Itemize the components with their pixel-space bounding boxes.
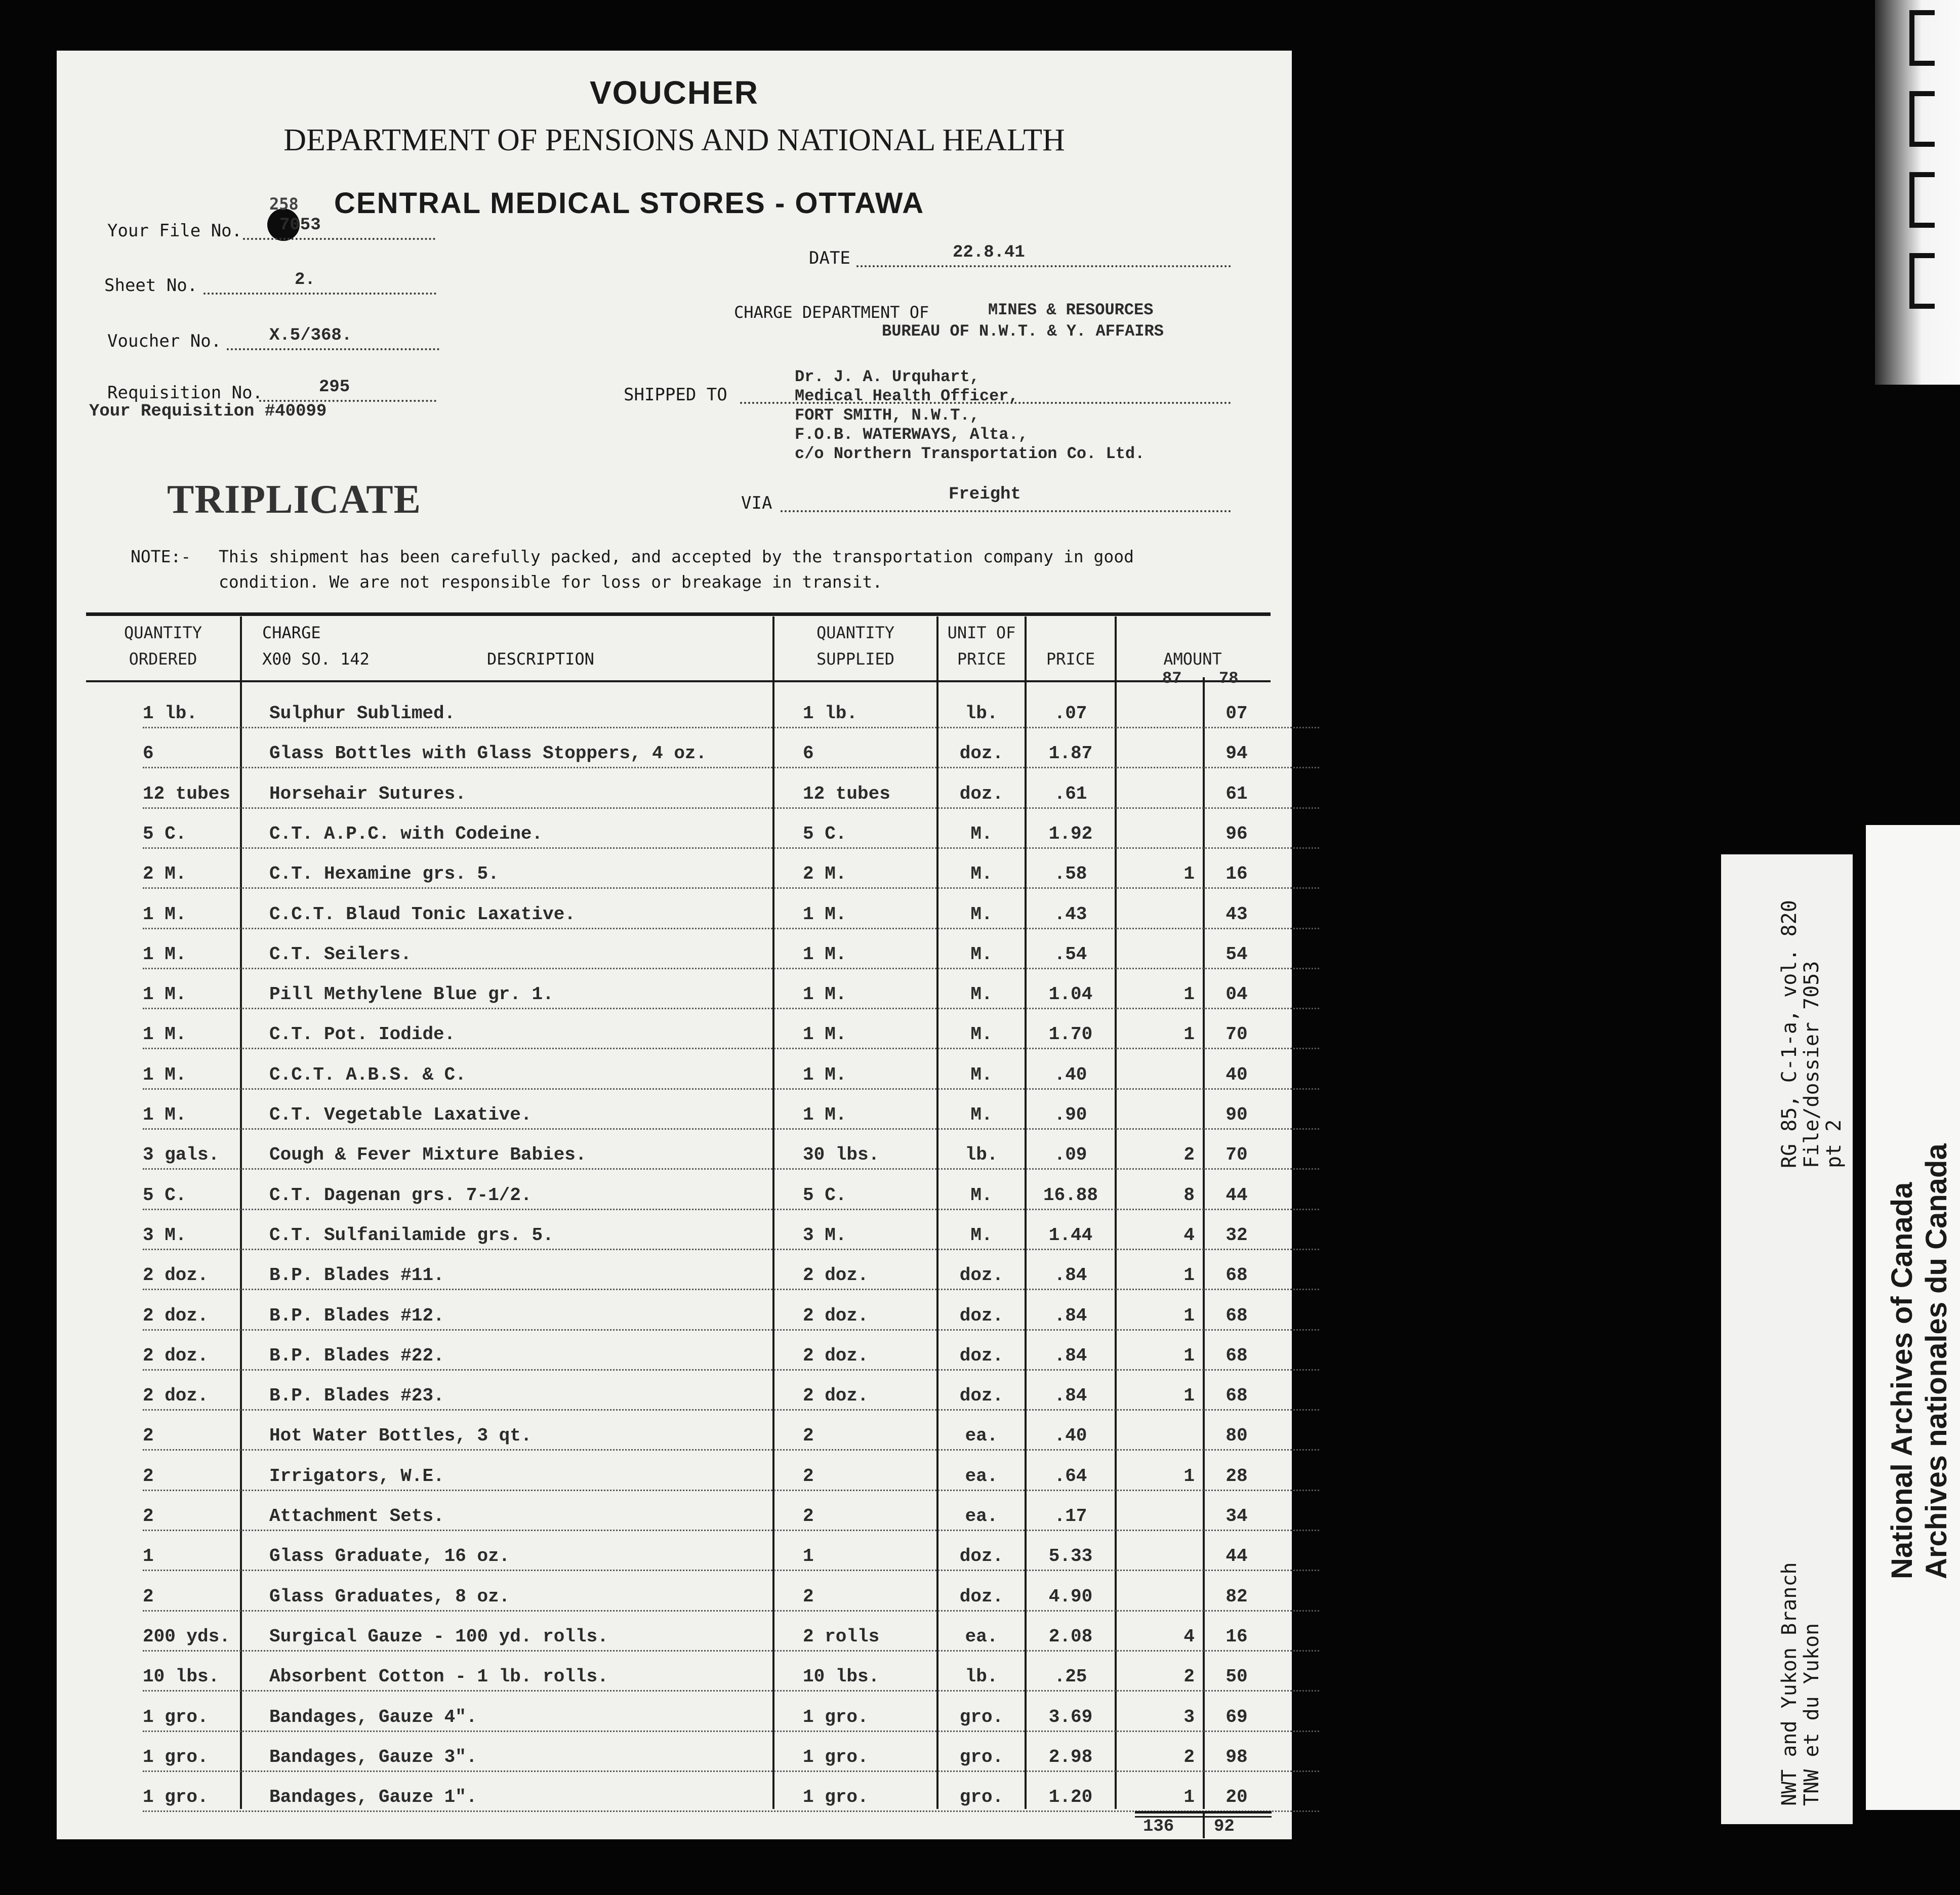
file-number-label: Your File No.	[107, 221, 242, 241]
cell-supplied: 2 doz.	[803, 1305, 869, 1326]
subtotal-cents: 78	[1219, 669, 1239, 688]
cell-ordered: 2	[143, 1586, 154, 1607]
cell-ordered: 200 yds.	[143, 1626, 230, 1647]
cell-dollars: 2	[1183, 1144, 1195, 1165]
cell-ordered: 12 tubes	[143, 784, 230, 804]
header-qty-supplied-line1: QUANTITY	[816, 623, 895, 642]
requisition-number-value: 295	[319, 378, 350, 397]
cell-description: Glass Graduate, 16 oz.	[269, 1546, 510, 1567]
cell-unit: doz.	[959, 1385, 1004, 1406]
total-divider	[1203, 1811, 1205, 1838]
cell-supplied: 2	[803, 1586, 814, 1607]
cell-unit: doz.	[959, 1265, 1004, 1286]
cell-supplied: 1 lb.	[803, 703, 858, 724]
cell-description: C.T. Hexamine grs. 5.	[269, 863, 499, 884]
cell-description: Surgical Gauze - 100 yd. rolls.	[269, 1626, 608, 1647]
cell-ordered: 3 gals.	[143, 1144, 220, 1165]
cell-cents: 70	[1226, 1144, 1248, 1165]
note-line-2: condition. We are not responsible for loss or breakage in transit.	[219, 572, 883, 592]
cell-description: Irrigators, W.E.	[269, 1466, 444, 1487]
cell-unit: gro.	[959, 1707, 1004, 1727]
cell-ordered: 1 gro.	[143, 1787, 209, 1807]
cell-ordered: 2	[143, 1466, 154, 1487]
row-dotted-rule	[143, 1530, 1319, 1531]
cell-description: Glass Graduates, 8 oz.	[269, 1586, 510, 1607]
cell-price: .25	[1054, 1666, 1087, 1687]
charge-department-label: CHARGE DEPARTMENT OF	[734, 303, 929, 322]
cell-unit: ea.	[965, 1466, 998, 1487]
archive-reference-card	[1721, 854, 1853, 1824]
row-dotted-rule	[143, 1209, 1319, 1210]
cell-ordered: 5 C.	[143, 823, 187, 844]
note-line-1: This shipment has been carefully packed, and accepted by the transportation company in good	[219, 547, 1134, 566]
cell-cents: 61	[1226, 784, 1248, 804]
cell-price: 2.08	[1048, 1626, 1093, 1647]
cell-supplied: 2	[803, 1466, 814, 1487]
cell-unit: lb.	[965, 1144, 998, 1165]
voucher-number-value: X.5/368.	[269, 326, 352, 345]
cell-dollars: 1	[1183, 1385, 1195, 1406]
voucher-number-line	[227, 348, 439, 350]
header-unit-line1: UNIT OF	[947, 623, 1016, 642]
cell-supplied: 1 gro.	[803, 1747, 869, 1767]
cell-unit: doz.	[959, 784, 1004, 804]
charge-department-line1: MINES & RESOURCES	[988, 301, 1154, 319]
voucher-sheet	[57, 51, 1292, 1839]
triplicate-stamp: TRIPLICATE	[167, 477, 421, 522]
header-price: PRICE	[1046, 649, 1095, 669]
cell-supplied: 1 M.	[803, 944, 847, 965]
cell-cents: 68	[1226, 1305, 1248, 1326]
sheet-number-label: Sheet No.	[104, 275, 198, 296]
row-dotted-rule	[143, 1128, 1319, 1130]
cell-dollars: 2	[1183, 1747, 1195, 1767]
cell-ordered: 2 doz.	[143, 1345, 209, 1366]
cell-unit: ea.	[965, 1626, 998, 1647]
voucher-title: VOUCHER	[589, 74, 759, 111]
cell-description: Glass Bottles with Glass Stoppers, 4 oz.	[269, 743, 707, 764]
cell-price: 1.70	[1048, 1024, 1093, 1045]
row-dotted-rule	[143, 1570, 1319, 1571]
cell-price: .40	[1054, 1425, 1087, 1446]
cell-description: B.P. Blades #12.	[269, 1305, 444, 1326]
cell-ordered: 2	[143, 1506, 154, 1527]
cell-description: C.T. Sulfanilamide grs. 5.	[269, 1225, 554, 1246]
cell-description: Cough & Fever Mixture Babies.	[269, 1144, 587, 1165]
cell-supplied: 2 doz.	[803, 1385, 869, 1406]
cell-description: Bandages, Gauze 4".	[269, 1707, 477, 1727]
table-header-rule	[86, 680, 1271, 682]
row-dotted-rule	[143, 767, 1319, 768]
film-mark	[1909, 10, 1935, 66]
cell-price: 1.20	[1048, 1787, 1093, 1807]
cell-unit: M.	[970, 1104, 993, 1125]
cell-description: Absorbent Cotton - 1 lb. rolls.	[269, 1666, 608, 1687]
cell-unit: M.	[970, 904, 993, 925]
cell-ordered: 1 gro.	[143, 1707, 209, 1727]
cell-ordered: 1 lb.	[143, 703, 198, 724]
cell-price: 4.90	[1048, 1586, 1093, 1607]
total-dollars: 136	[1143, 1817, 1174, 1836]
cell-unit: gro.	[959, 1747, 1004, 1767]
cell-ordered: 1 M.	[143, 1024, 187, 1045]
header-description: DESCRIPTION	[487, 649, 594, 669]
cell-price: .90	[1054, 1104, 1087, 1125]
cell-supplied: 2	[803, 1425, 814, 1446]
header-qty-supplied-line2: SUPPLIED	[816, 649, 895, 669]
cell-description: Hot Water Bottles, 3 qt.	[269, 1425, 532, 1446]
row-dotted-rule	[143, 887, 1319, 889]
cell-supplied: 2 doz.	[803, 1345, 869, 1366]
cell-supplied: 12 tubes	[803, 784, 890, 804]
row-dotted-rule	[143, 1329, 1319, 1331]
cell-description: C.T. A.P.C. with Codeine.	[269, 823, 543, 844]
cell-cents: 32	[1226, 1225, 1248, 1246]
cell-dollars: 1	[1183, 1787, 1195, 1807]
row-dotted-rule	[143, 1690, 1319, 1692]
cell-dollars: 1	[1183, 1265, 1195, 1286]
your-requisition: Your Requisition #40099	[89, 402, 327, 421]
cell-supplied: 2 doz.	[803, 1265, 869, 1286]
cell-price: 16.88	[1043, 1185, 1098, 1206]
date-label: DATE	[809, 248, 850, 268]
via-line	[781, 510, 1231, 512]
cell-ordered: 1 M.	[143, 1064, 187, 1085]
cell-cents: 04	[1226, 984, 1248, 1005]
cell-supplied: 1 M.	[803, 1104, 847, 1125]
cell-cents: 20	[1226, 1787, 1248, 1807]
cell-supplied: 6	[803, 743, 814, 764]
archive-branch-line1: NWT and Yukon Branch	[1778, 1562, 1801, 1806]
cell-supplied: 1 M.	[803, 1064, 847, 1085]
row-dotted-rule	[143, 1610, 1319, 1612]
cell-supplied: 5 C.	[803, 823, 847, 844]
cell-price: .84	[1054, 1305, 1087, 1326]
archives-label-card	[1866, 825, 1960, 1810]
cell-ordered: 1 gro.	[143, 1747, 209, 1767]
cell-cents: 68	[1226, 1385, 1248, 1406]
cell-unit: M.	[970, 984, 993, 1005]
cell-ordered: 5 C.	[143, 1185, 187, 1206]
cell-supplied: 1 gro.	[803, 1707, 869, 1727]
row-dotted-rule	[143, 1008, 1319, 1009]
shipped-to-line-5: c/o Northern Transportation Co. Ltd.	[795, 444, 1145, 463]
cell-unit: M.	[970, 1064, 993, 1085]
cell-ordered: 1 M.	[143, 904, 187, 925]
cell-cents: 44	[1226, 1185, 1248, 1206]
cell-description: C.T. Pot. Iodide.	[269, 1024, 456, 1045]
archives-name-fr: Archives nationales du Canada	[1920, 1143, 1953, 1579]
cell-price: .84	[1054, 1385, 1087, 1406]
cell-description: Bandages, Gauze 3".	[269, 1747, 477, 1767]
header-unit-of-price	[938, 620, 1025, 672]
row-dotted-rule	[143, 1731, 1319, 1732]
cell-cents: 34	[1226, 1506, 1248, 1527]
cell-ordered: 10 lbs.	[143, 1666, 220, 1687]
row-dotted-rule	[143, 1650, 1319, 1652]
cell-unit: doz.	[959, 1345, 1004, 1366]
cell-cents: 82	[1226, 1586, 1248, 1607]
cell-cents: 68	[1226, 1345, 1248, 1366]
row-dotted-rule	[143, 1409, 1319, 1411]
cell-ordered: 2 doz.	[143, 1305, 209, 1326]
cell-price: 1.92	[1048, 823, 1093, 844]
cell-cents: 54	[1226, 944, 1248, 965]
cell-ordered: 2 M.	[143, 863, 187, 884]
shipped-to-line-2: Medical Health Officer,	[795, 387, 1018, 405]
file-number-line	[243, 238, 435, 240]
cell-unit: gro.	[959, 1787, 1004, 1807]
header-qty-supplied	[774, 620, 936, 672]
cell-supplied: 1 M.	[803, 904, 847, 925]
cell-unit: lb.	[965, 1666, 998, 1687]
row-dotted-rule	[143, 807, 1319, 809]
shipped-to-line-1: Dr. J. A. Urquhart,	[795, 367, 979, 386]
cell-ordered: 1 M.	[143, 984, 187, 1005]
cell-supplied: 2 M.	[803, 863, 847, 884]
cell-cents: 50	[1226, 1666, 1248, 1687]
cell-description: Sulphur Sublimed.	[269, 703, 456, 724]
department-heading: DEPARTMENT OF PENSIONS AND NATIONAL HEALTH	[283, 123, 1065, 157]
cell-description: B.P. Blades #22.	[269, 1345, 444, 1366]
cell-description: Pill Methylene Blue gr. 1.	[269, 984, 554, 1005]
cell-price: .58	[1054, 863, 1087, 884]
row-dotted-rule	[143, 1289, 1319, 1290]
cell-cents: 68	[1226, 1265, 1248, 1286]
cell-supplied: 3 M.	[803, 1225, 847, 1246]
cell-supplied: 5 C.	[803, 1185, 847, 1206]
cell-ordered: 6	[143, 743, 154, 764]
cell-cents: 70	[1226, 1024, 1248, 1045]
row-dotted-rule	[143, 1490, 1319, 1491]
cell-cents: 16	[1226, 1626, 1248, 1647]
cell-unit: lb.	[965, 703, 998, 724]
cell-price: .84	[1054, 1265, 1087, 1286]
cell-price: 5.33	[1048, 1546, 1093, 1567]
cell-unit: M.	[970, 1024, 993, 1045]
cell-ordered: 2	[143, 1425, 154, 1446]
cell-price: 1.04	[1048, 984, 1093, 1005]
cell-price: 1.87	[1048, 743, 1093, 764]
cell-ordered: 1 M.	[143, 1104, 187, 1125]
film-mark	[1909, 253, 1935, 309]
charge-department-line2: BUREAU OF N.W.T. & Y. AFFAIRS	[882, 322, 1164, 341]
cell-unit: M.	[970, 1225, 993, 1246]
note-label: NOTE:-	[131, 547, 191, 566]
cell-description: C.T. Vegetable Laxative.	[269, 1104, 532, 1125]
cell-supplied: 1	[803, 1546, 814, 1567]
cell-description: B.P. Blades #11.	[269, 1265, 444, 1286]
row-dotted-rule	[143, 1088, 1319, 1090]
cell-price: .64	[1054, 1466, 1087, 1487]
cell-price: .54	[1054, 944, 1087, 965]
cell-cents: 94	[1226, 743, 1248, 764]
cell-price: .84	[1054, 1345, 1087, 1366]
stores-number: 258	[269, 194, 299, 214]
voucher-number-label: Voucher No.	[107, 331, 222, 351]
via-label: VIA	[741, 493, 772, 513]
cell-cents: 28	[1226, 1466, 1248, 1487]
cell-ordered: 2 doz.	[143, 1385, 209, 1406]
cell-cents: 96	[1226, 823, 1248, 844]
cell-unit: doz.	[959, 743, 1004, 764]
cell-cents: 80	[1226, 1425, 1248, 1446]
archive-reference-line1: RG 85, C-1-a, vol. 820	[1778, 900, 1801, 1168]
cell-price: 3.69	[1048, 1707, 1093, 1727]
archive-reference-line2: File/dossier 7053	[1800, 961, 1823, 1168]
cell-description: C.T. Seilers.	[269, 944, 412, 965]
row-dotted-rule	[143, 727, 1319, 728]
cell-cents: 43	[1226, 904, 1248, 925]
cell-ordered: 3 M.	[143, 1225, 187, 1246]
cell-cents: 44	[1226, 1546, 1248, 1567]
cell-unit: M.	[970, 863, 993, 884]
cell-price: .09	[1054, 1144, 1087, 1165]
cell-dollars: 1	[1183, 1466, 1195, 1487]
row-dotted-rule	[143, 1048, 1319, 1049]
header-qty-ordered-line2: ORDERED	[129, 649, 197, 669]
row-dotted-rule	[143, 1249, 1319, 1250]
cell-dollars: 1	[1183, 863, 1195, 884]
cell-dollars: 4	[1183, 1225, 1195, 1246]
via-value: Freight	[949, 485, 1021, 504]
cell-price: 1.44	[1048, 1225, 1093, 1246]
cell-dollars: 1	[1183, 1024, 1195, 1045]
cell-ordered: 1	[143, 1546, 154, 1567]
cell-unit: ea.	[965, 1425, 998, 1446]
archives-name-en: National Archives of Canada	[1886, 1182, 1918, 1579]
cell-cents: 69	[1226, 1707, 1248, 1727]
cell-unit: M.	[970, 944, 993, 965]
cell-cents: 40	[1226, 1064, 1248, 1085]
film-mark	[1909, 91, 1935, 147]
archive-branch-line2: TNW et du Yukon	[1800, 1623, 1823, 1806]
row-dotted-rule	[143, 1770, 1319, 1772]
cell-cents: 98	[1226, 1747, 1248, 1767]
cell-supplied: 10 lbs.	[803, 1666, 880, 1687]
shipped-to-line-4: F.O.B. WATERWAYS, Alta.,	[795, 425, 1028, 444]
cell-description: B.P. Blades #23.	[269, 1385, 444, 1406]
cell-unit: doz.	[959, 1305, 1004, 1326]
header-qty-ordered	[86, 620, 240, 672]
cell-price: .17	[1054, 1506, 1087, 1527]
cell-supplied: 1 M.	[803, 1024, 847, 1045]
shipped-to-line-3: FORT SMITH, N.W.T.,	[795, 406, 979, 425]
total-cents: 92	[1214, 1817, 1235, 1836]
date-line	[856, 265, 1231, 267]
header-amount: AMOUNT	[1163, 649, 1222, 669]
film-edge	[1875, 0, 1960, 385]
cell-price: 2.98	[1048, 1747, 1093, 1767]
cell-supplied: 2	[803, 1506, 814, 1527]
sheet-number-value: 2.	[295, 270, 315, 290]
cell-description: Horsehair Sutures.	[269, 784, 466, 804]
archive-reference-line3: pt 2	[1822, 1119, 1846, 1168]
cell-unit: ea.	[965, 1506, 998, 1527]
cell-description: C.T. Dagenan grs. 7-1/2.	[269, 1185, 532, 1206]
film-mark	[1909, 172, 1935, 228]
cell-dollars: 1	[1183, 1305, 1195, 1326]
row-dotted-rule	[143, 928, 1319, 929]
table-col-divider	[772, 616, 774, 1809]
row-dotted-rule	[143, 1168, 1319, 1170]
header-charge-code: X00 SO. 142	[262, 649, 370, 669]
cell-unit: doz.	[959, 1586, 1004, 1607]
cell-dollars: 2	[1183, 1666, 1195, 1687]
shipped-to-label: SHIPPED TO	[624, 385, 727, 405]
cell-dollars: 1	[1183, 1345, 1195, 1366]
cell-cents: 07	[1226, 703, 1248, 724]
file-number-value: 7053	[279, 216, 321, 235]
cell-ordered: 1 M.	[143, 944, 187, 965]
cell-description: C.C.T. Blaud Tonic Laxative.	[269, 904, 576, 925]
row-dotted-rule	[143, 1369, 1319, 1371]
cell-price: .07	[1054, 703, 1087, 724]
row-dotted-rule	[143, 968, 1319, 969]
header-qty-ordered-line1: QUANTITY	[124, 623, 202, 642]
stores-heading: CENTRAL MEDICAL STORES - OTTAWA	[334, 187, 925, 220]
cell-unit: M.	[970, 823, 993, 844]
subtotal-dollars: 87	[1162, 669, 1182, 688]
cell-dollars: 3	[1183, 1707, 1195, 1727]
cell-description: Bandages, Gauze 1".	[269, 1787, 477, 1807]
cell-description: C.C.T. A.B.S. & C.	[269, 1064, 466, 1085]
row-dotted-rule	[143, 1449, 1319, 1451]
cell-supplied: 1 M.	[803, 984, 847, 1005]
row-dotted-rule	[143, 847, 1319, 849]
cell-price: .40	[1054, 1064, 1087, 1085]
cell-dollars: 8	[1183, 1185, 1195, 1206]
cell-dollars: 4	[1183, 1626, 1195, 1647]
cell-price: .61	[1054, 784, 1087, 804]
header-charge: CHARGE	[262, 623, 321, 642]
cell-supplied: 2 rolls	[803, 1626, 880, 1647]
cell-ordered: 2 doz.	[143, 1265, 209, 1286]
cell-supplied: 30 lbs.	[803, 1144, 880, 1165]
cell-price: .43	[1054, 904, 1087, 925]
header-unit-line2: PRICE	[957, 649, 1006, 669]
cell-cents: 16	[1226, 863, 1248, 884]
cell-unit: M.	[970, 1185, 993, 1206]
date-value: 22.8.41	[953, 243, 1025, 262]
sheet-number-line	[203, 293, 436, 295]
requisition-number-label: Requisition No.	[107, 383, 263, 403]
cell-supplied: 1 gro.	[803, 1787, 869, 1807]
cell-cents: 90	[1226, 1104, 1248, 1125]
cell-dollars: 1	[1183, 984, 1195, 1005]
cell-description: Attachment Sets.	[269, 1506, 444, 1527]
table-top-rule	[86, 612, 1271, 616]
cell-unit: doz.	[959, 1546, 1004, 1567]
